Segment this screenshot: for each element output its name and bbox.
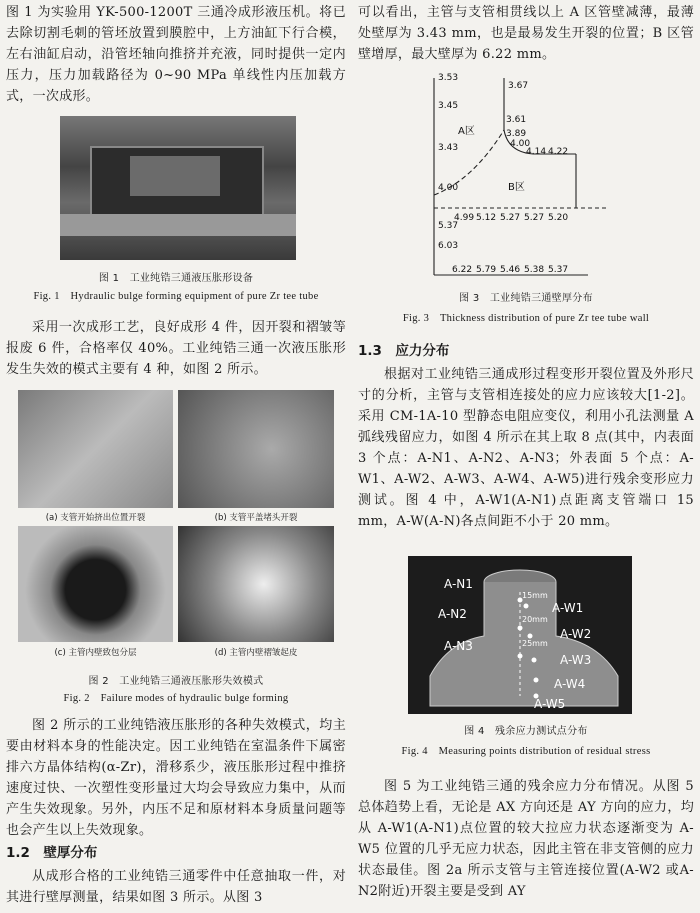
- label-mid-3: 4.00: [510, 139, 531, 149]
- label-left-2: 3.43: [438, 143, 459, 153]
- label-row-5: 5.20: [548, 213, 569, 223]
- dim-15mm: 15mm: [522, 591, 548, 600]
- figure-1-photo: [60, 116, 296, 260]
- label-row-4: 5.27: [524, 213, 545, 223]
- point-a-w5: A-W5: [534, 697, 566, 711]
- figure-3-caption-zh: 图 3 工业纯锆三通壁厚分布: [459, 293, 593, 304]
- label-row-2: 5.12: [476, 213, 497, 223]
- point-a-w1: A-W1: [552, 601, 584, 615]
- figure-3-caption-en: Fig. 3 Thickness distribution of pure Zr tee tube wall: [402, 313, 650, 324]
- figure-2d-label: (d) 主管内壁褶皱起皮: [214, 648, 298, 658]
- label-bottom-2: 5.79: [476, 265, 497, 275]
- figure-2-grid: [18, 390, 334, 668]
- figure-2a-label: (a) 支管开始挤出位置开裂: [45, 513, 146, 523]
- figure-4-measuring-points: [408, 556, 632, 714]
- point-a-w2: A-W2: [560, 627, 592, 641]
- right-column: [358, 0, 694, 899]
- figure-2b-label: (b) 支管平盖堵头开裂: [214, 513, 298, 523]
- paragraph-thickness-intro: 从成形合格的工业纯锆三通零件中任意抽取一件，对其进行壁厚测量，结果如图 3 所示。从图 3: [6, 869, 346, 905]
- figure-2-caption-zh: 图 2 工业纯锆三通液压胀形失效模式: [88, 676, 264, 687]
- paragraph-stress-method: 根据对工业纯锆三通成形过程变形开裂位置及外形尺寸的分析，主管与支管相连接处的应力应该较大[1-2]。采用 CM-1A-10 型静态电阻应变仪，利用小孔法测量 A 弧线残留应力，如图 4 所示在其上取 8 点(其中，内表面 3 个点：A-N1、A-N2、A-N3；外表面 5 个点：A-W1、A-W2、A-W3、A-W4、A-W5)进行残余变形应力测试。图 4 中，A-W1(A-N1)点距离支管端口 15 mm，A-W(A-N)各点间距不小于 20 mm。: [358, 367, 694, 529]
- label-mid-5: 4.22: [548, 147, 569, 157]
- paragraph-yield: 采用一次成形工艺，良好成形 4 件，因开裂和褶皱等报废 6 件，合格率仅 40%。工业纯锆三通一次液压胀形发生失效的模式主要有 4 种，如图 2 所示。: [6, 320, 346, 377]
- label-bottom-4: 5.38: [524, 265, 545, 275]
- dim-25mm: 25mm: [522, 639, 548, 648]
- label-top-2: 3.67: [508, 81, 529, 91]
- figure-2c-photo: [18, 526, 173, 642]
- section-heading-1-3: 1.3 应力分布: [358, 343, 450, 359]
- figure-2b-photo: [178, 390, 334, 508]
- dim-20mm: 20mm: [522, 615, 548, 624]
- paragraph-failure-analysis: 图 2 所示的工业纯锆液压胀形的各种失效模式，均主要由材料本身的性能决定。因工业纯锆在室温条件下属密排六方晶体结构(α-Zr)，滑移系少，液压胀形过程中推挤速度过快、一次塑性变形量过大均会导致应力集中，从而产生失效现象。另外，内压不足和原材料本身质量问题等也会产生以上失效现象。: [6, 718, 346, 838]
- label-row-1: 4.99: [454, 213, 475, 223]
- zone-b-label: B区: [508, 182, 525, 193]
- label-left-4: 5.37: [438, 221, 459, 231]
- label-mid-4: 4.14: [526, 147, 547, 157]
- label-bottom-1: 6.22: [452, 265, 473, 275]
- label-top-1: 3.53: [438, 73, 459, 83]
- label-left-3: 4.00: [438, 183, 459, 193]
- figure-2a-photo: [18, 390, 173, 508]
- label-bottom-3: 5.46: [500, 265, 521, 275]
- label-row-3: 5.27: [500, 213, 521, 223]
- paragraph-equipment: 图 1 为实验用 YK-500-1200T 三通冷成形液压机。将已去除切割毛刺的管坯放置到膜腔中，上方油缸下行合模，左右油缸启动，沿管坯轴向推挤并充液，同时提供一定内压力，压力加载路径为 0~90 MPa 单线性内压加载方式，一次成形。: [6, 5, 346, 104]
- figure-2-caption-en: Fig. 2 Failure modes of hydraulic bulge forming: [63, 693, 289, 704]
- paragraph-residual-stress: 图 5 为工业纯锆三通的残余应力分布情况。从图 5 总体趋势上看，无论是 AX 方向还是 AY 方向的应力，均从 A-W1(A-N1)点位置的较大拉应力状态逐渐变为 A-W5 位置的几乎无应力状态，因此主管在非支管侧的应力状态最佳。图 2a 所示支管与主管连接位置(A-W2 或A-N2附近)开裂主要是受到 AY: [358, 779, 694, 899]
- point-a-n1: A-N1: [444, 577, 473, 591]
- label-left-5: 6.03: [438, 241, 459, 251]
- label-bottom-5: 5.37: [548, 265, 569, 275]
- label-mid-1: 3.61: [506, 115, 527, 125]
- figure-3-thickness-diagram: [358, 70, 694, 285]
- left-column: [6, 0, 346, 905]
- point-a-n2: A-N2: [438, 607, 467, 621]
- label-left-1: 3.45: [438, 101, 459, 111]
- figure-1-caption-en: Fig. 1 Hydraulic bulge forming equipment of pure Zr tee tube: [33, 291, 319, 302]
- zone-a-label: A区: [458, 126, 475, 137]
- figure-4-caption-en: Fig. 4 Measuring points distribution of residual stress: [401, 746, 651, 757]
- label-mid-2: 3.89: [506, 129, 527, 139]
- figure-2c-label: (c) 主管内壁致包分层: [54, 648, 137, 658]
- figure-2d-photo: [178, 526, 334, 642]
- point-a-w4: A-W4: [554, 677, 586, 691]
- figure-4-caption-zh: 图 4 残余应力测试点分布: [464, 726, 588, 737]
- section-heading-1-2: 1.2 壁厚分布: [6, 845, 98, 861]
- figure-1-caption-zh: 图 1 工业纯锆三通液压胀形设备: [98, 273, 254, 284]
- point-a-w3: A-W3: [560, 653, 592, 667]
- point-a-n3: A-N3: [444, 639, 473, 653]
- paragraph-thickness-result: 可以看出，主管与支管相贯线以上 A 区管壁减薄，最薄处壁厚为 3.43 mm，也是最易发生开裂的位置；B 区管壁增厚，最大壁厚为 6.22 mm。: [358, 5, 694, 62]
